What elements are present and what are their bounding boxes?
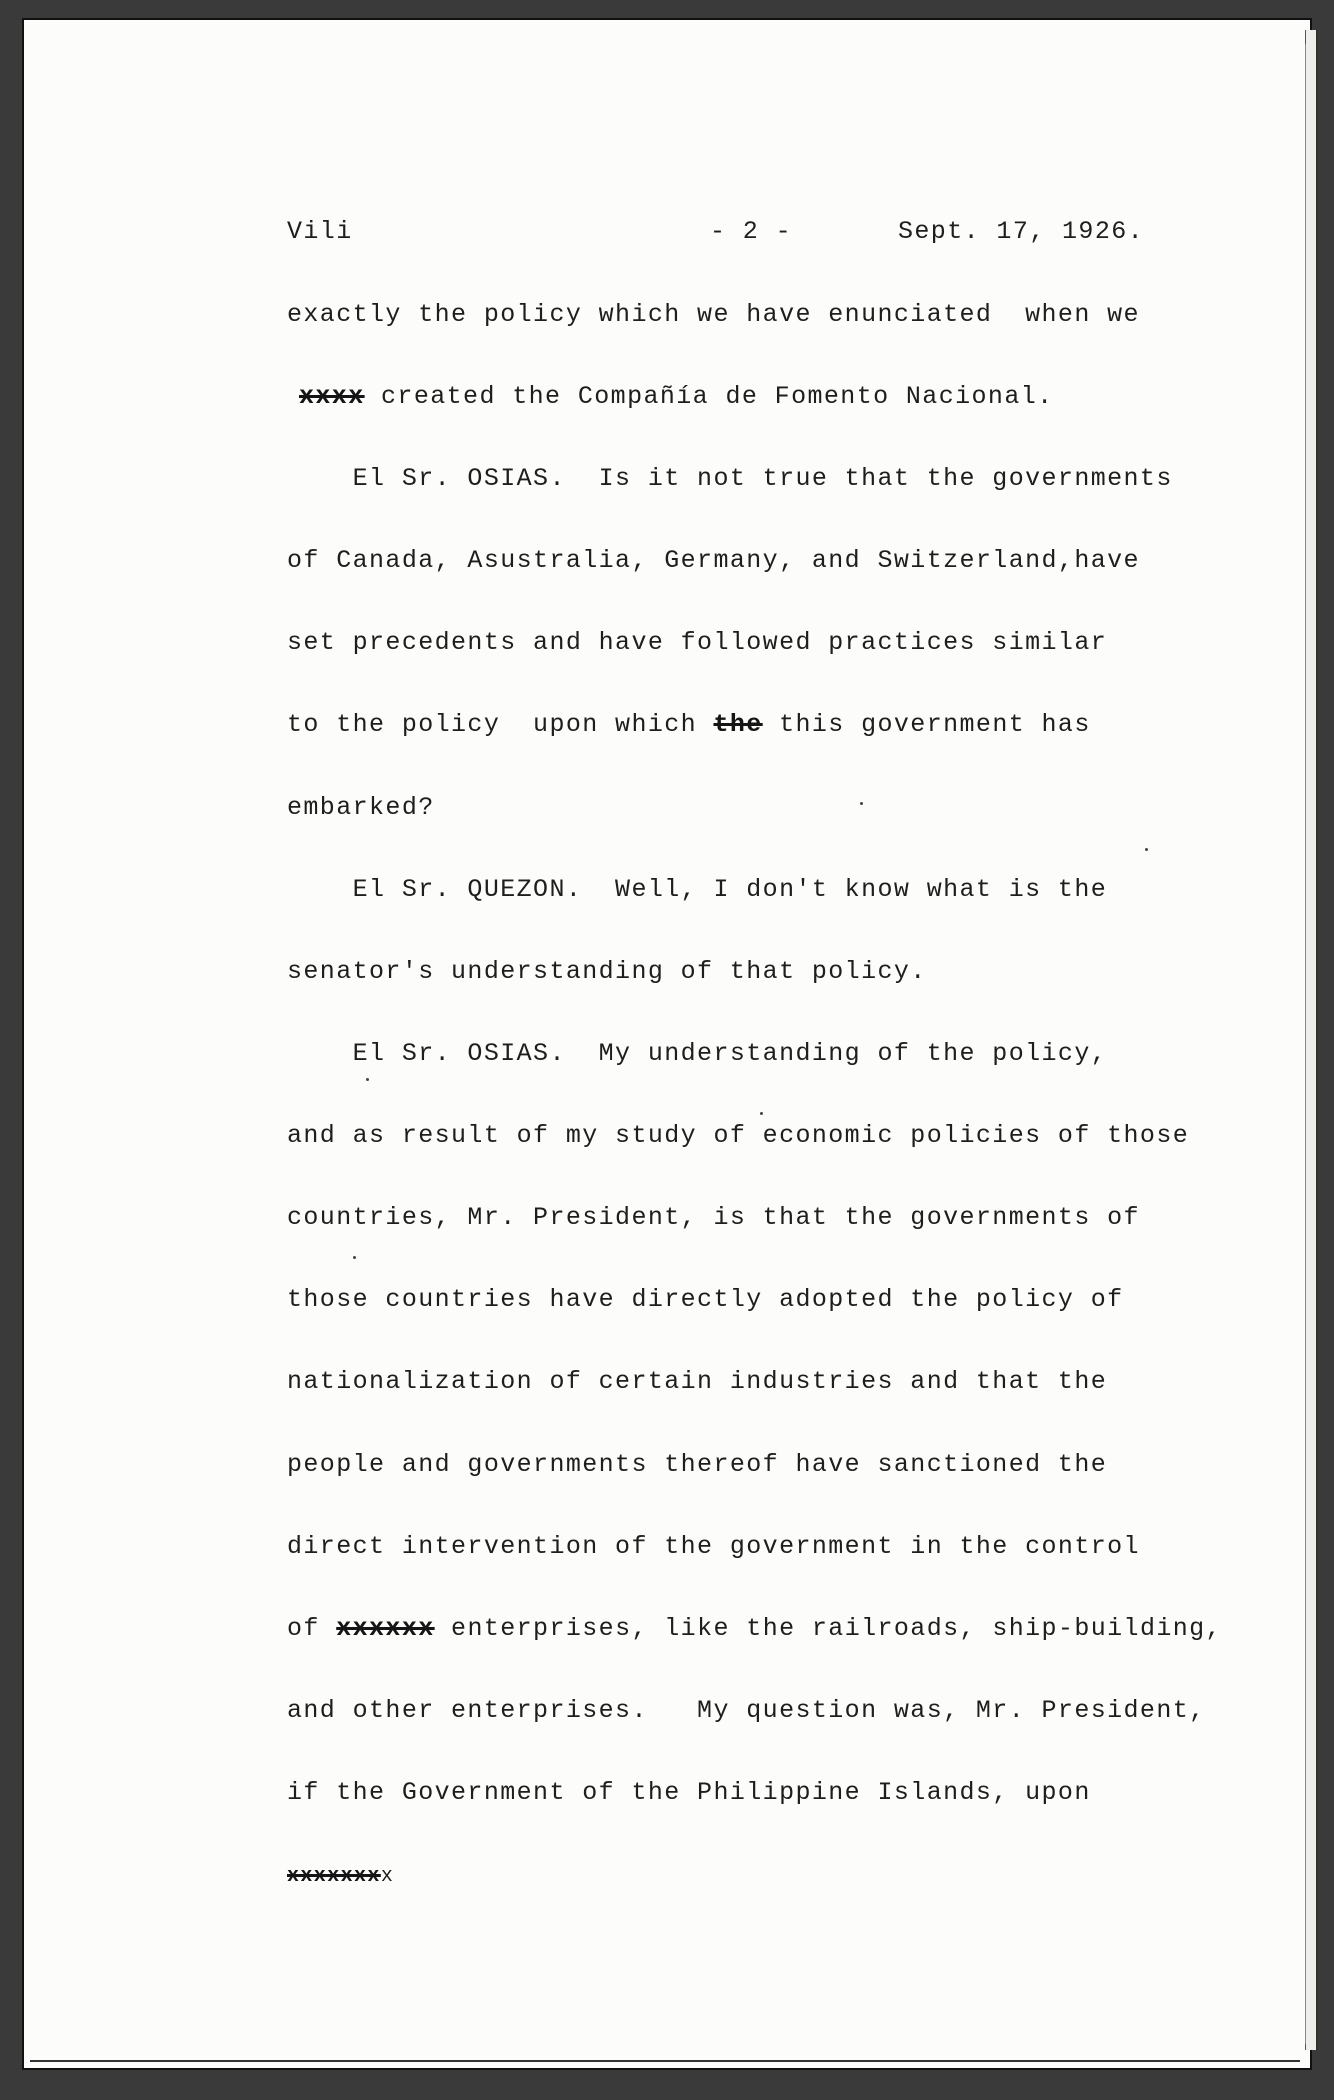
line-text: x <box>380 1865 395 1888</box>
header-left: Vili <box>287 217 353 246</box>
line-text: El Sr. QUEZON. Well, I don't know what is the <box>287 875 1108 904</box>
text-line <box>287 300 1140 329</box>
line-text: and other enterprises. My question was, Mr. President, <box>287 1696 1206 1725</box>
text-line <box>287 1696 1206 1725</box>
text-line <box>287 1039 1107 1068</box>
page-edge-line <box>1305 44 1306 2044</box>
line-text: exactly the policy which we have enunciated when we <box>287 300 1140 329</box>
line-text: nationalization of certain industries and that the <box>287 1367 1108 1396</box>
text-line <box>287 1367 1107 1396</box>
paper-speck <box>366 1078 369 1081</box>
text-line <box>287 1865 394 1888</box>
page-bottom-edge <box>30 2060 1300 2062</box>
text-line <box>287 546 1140 575</box>
paper-speck <box>353 1256 356 1259</box>
line-text: and as result of my study of economic policies of those <box>287 1121 1190 1150</box>
line-text: people and governments thereof have sanctioned the <box>287 1450 1108 1479</box>
paper-speck <box>760 1112 763 1115</box>
header-date: Sept. 17, 1926. <box>898 217 1145 246</box>
text-line <box>287 957 927 986</box>
text-line <box>287 1203 1140 1232</box>
line-text: enterprises, like the railroads, ship-building, <box>434 1614 1222 1643</box>
line-text: if the Government of the Philippine Islands, upon <box>287 1778 1091 1807</box>
struck-text: the <box>713 710 763 739</box>
line-text: embarked? <box>287 793 435 822</box>
struck-text: xxxx <box>299 382 365 411</box>
text-line <box>287 1450 1107 1479</box>
text-line <box>287 1778 1091 1807</box>
text-line <box>287 793 435 822</box>
line-text: of Canada, Asustralia, Germany, and Switzerland,have <box>287 546 1140 575</box>
line-text: El Sr. OSIAS. My understanding of the policy, <box>287 1039 1108 1068</box>
text-line <box>287 1614 1222 1643</box>
text-line <box>287 1532 1140 1561</box>
line-text: set precedents and have followed practices similar <box>287 628 1108 657</box>
struck-text: xxxxxxx <box>287 1865 381 1888</box>
line-text: direct intervention of the government in the control <box>287 1532 1140 1561</box>
struck-text: xxxxxx <box>336 1614 435 1643</box>
line-text: senator's understanding of that policy. <box>287 957 927 986</box>
line-text: to the policy upon which <box>287 710 714 739</box>
line-text: created the Compañía de Fomento Nacional. <box>364 382 1054 411</box>
page-edge <box>1305 30 1318 2050</box>
text-line <box>287 1121 1189 1150</box>
text-line <box>287 464 1173 493</box>
text-line <box>287 875 1107 904</box>
text-line <box>287 1285 1124 1314</box>
text-line <box>287 710 1091 739</box>
line-text: of <box>287 1614 337 1643</box>
line-text: El Sr. OSIAS. Is it not true that the governments <box>287 464 1173 493</box>
paper-speck <box>1145 848 1148 851</box>
text-line <box>287 628 1107 657</box>
paper-speck <box>860 802 863 805</box>
line-text: this government has <box>762 710 1091 739</box>
line-text: those countries have directly adopted the policy of <box>287 1285 1124 1314</box>
text-line <box>287 382 1054 411</box>
page-number: - 2 - <box>710 217 793 246</box>
line-text: countries, Mr. President, is that the governments of <box>287 1203 1140 1232</box>
